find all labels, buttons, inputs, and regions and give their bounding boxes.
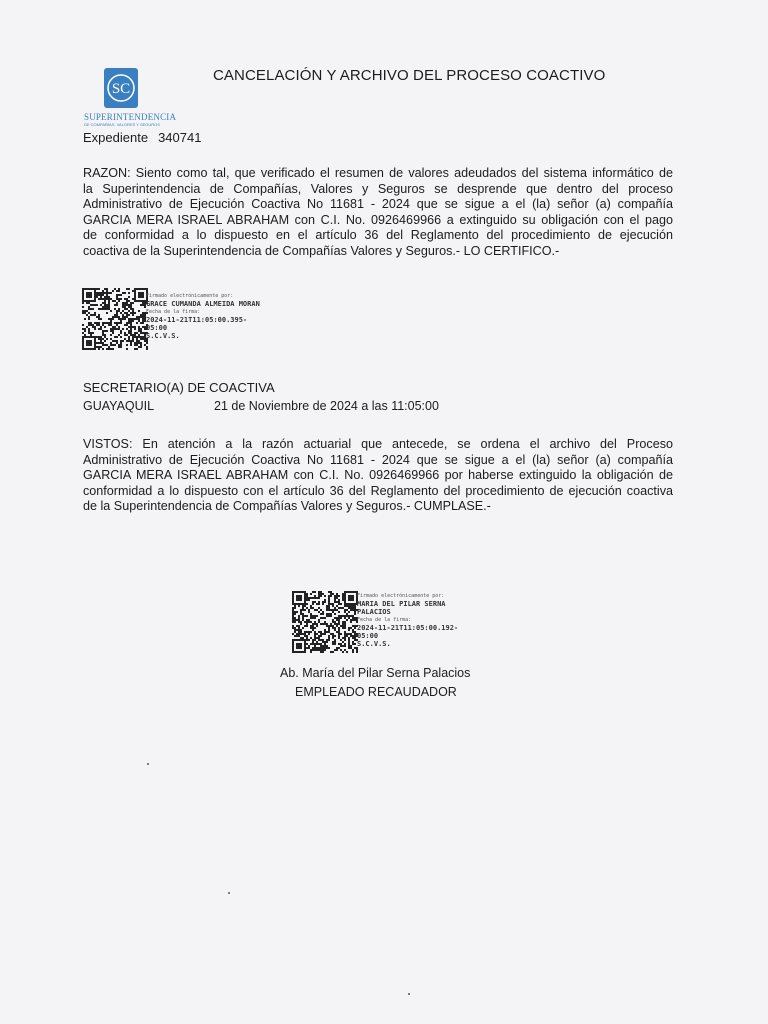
expediente-number: 340741: [158, 130, 202, 145]
superintendencia-logo-icon: [104, 68, 138, 108]
signature-date: 2024-11-21T11:05:00.192-: [357, 624, 459, 632]
signature-org: S.C.V.S.: [146, 332, 180, 340]
razon-line: de conformidad a lo dispuesto en el artículo 36 del Reglamento del procedimiento de ejecución: [83, 228, 673, 242]
expediente: [83, 130, 201, 145]
logo-letters: SC: [111, 81, 131, 97]
signed-by-label: Firmado electrónicamente por:: [146, 293, 234, 299]
signer-id: GRACE CUMANDA ALMEIDA MORAN: [146, 300, 260, 308]
vistos-line: Administrativo de Ejecución Coactiva No 11681 - 2024 que se sigue a el (la) señor (a) compañía: [83, 452, 673, 467]
razon-line: coactiva de la Superintendencia de Compañías Valores y Seguros.- LO CERTIFICO.-: [83, 243, 560, 258]
logo-text: SUPERINTENDENCIA: [84, 112, 177, 122]
razon-line: Administrativo de Ejecución Coactiva No 11681 - 2024 que se sigue a el (la) señor (a) compañía: [83, 197, 673, 211]
signature-date-offset: 05:00: [146, 324, 168, 332]
document-title: CANCELACIÓN Y ARCHIVO DEL PROCESO COACTIVO: [213, 67, 606, 84]
logo-subtitle: DE COMPAÑÍAS, VALORES Y SEGUROS: [84, 122, 160, 127]
scan-speck: [147, 763, 149, 765]
electronic-signature-2: [357, 592, 458, 648]
qr-code-icon: [292, 591, 358, 653]
signer-role: EMPLEADO RECAUDADOR: [295, 685, 457, 699]
signature-date-offset: 05:00: [357, 632, 379, 640]
signed-by-label: Firmado electrónicamente por:: [357, 593, 445, 599]
scan-speck: [408, 993, 410, 995]
vistos-line: VISTOS: En atención a la razón actuarial que antecede, se ordena el archivo del Proceso: [83, 437, 673, 451]
expediente-label: Expediente: [83, 130, 149, 145]
qr-code-icon: [82, 288, 148, 350]
vistos-line: GARCIA MERA ISRAEL ABRAHAM con C.I. No. 0926469966 por haberse extinguido la obligación de: [83, 468, 673, 482]
signer-id: MARIA DEL PILAR SERNA: [357, 600, 446, 608]
signature-date-label: Fecha de la firma:: [357, 617, 412, 623]
razon-line: RAZON: Siento como tal, que verificado el resumen de valores adeudados del sistema informático de: [83, 166, 673, 180]
date: 21 de Noviembre de 2024 a las 11:05:00: [214, 399, 439, 413]
vistos-line: de la Superintendencia de Compañías Valores y Seguros.- CUMPLASE.-: [83, 499, 491, 513]
signer-name: Ab. María del Pilar Serna Palacios: [280, 666, 471, 680]
secretario-title: SECRETARIO(A) DE COACTIVA: [83, 380, 275, 395]
signer-id-cont: PALACIOS: [357, 608, 391, 616]
vistos-paragraph: [83, 437, 673, 515]
signature-date: 2024-11-21T11:05:00.395-: [146, 316, 248, 324]
razon-line: la Superintendencia de Compañías, Valores y Seguros se desprende que dentro del proceso: [83, 181, 673, 196]
razon-paragraph: [83, 166, 673, 259]
razon-line: GARCIA MERA ISRAEL ABRAHAM con C.I. No. 0926469966 a extinguido su obligación con el pago: [83, 212, 673, 227]
city: GUAYAQUIL: [83, 399, 155, 413]
vistos-line: conformidad a lo dispuesto con el artículo 36 del Reglamento del procedimiento de ejecución coactiva: [83, 483, 673, 498]
signature-date-label: Fecha de la firma:: [146, 309, 201, 315]
electronic-signature-1: [146, 292, 260, 340]
signature-org: S.C.V.S.: [357, 640, 391, 648]
scan-speck: [228, 892, 230, 894]
